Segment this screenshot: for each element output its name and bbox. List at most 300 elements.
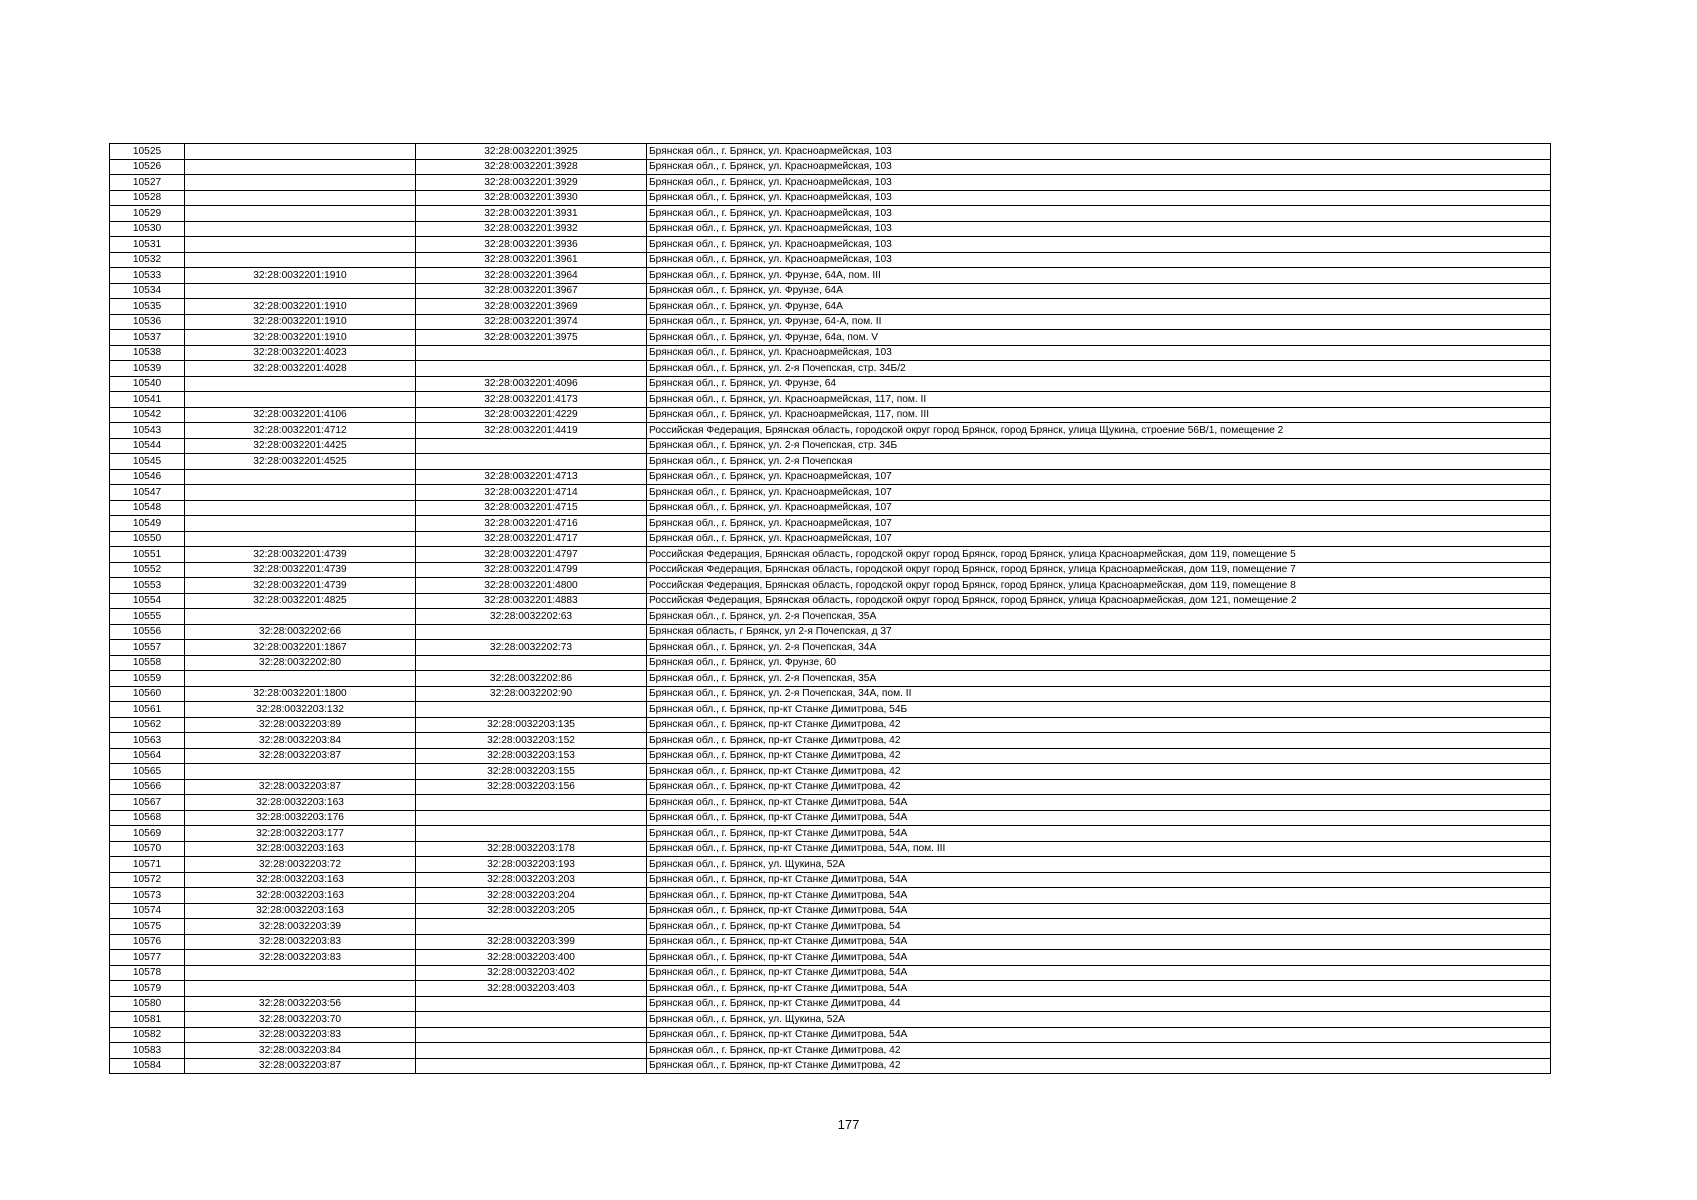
- table-row: [110, 1027, 1551, 1043]
- table-row: [110, 547, 1551, 563]
- cadastral-number-cell: 32:28:0032201:4716: [416, 516, 647, 532]
- parent-cadastral-number-cell: [185, 252, 416, 268]
- table-row: [110, 268, 1551, 284]
- cadastral-number-cell: [416, 919, 647, 935]
- parent-cadastral-number-cell: 32:28:0032201:4739: [185, 562, 416, 578]
- parent-cadastral-number-cell: 32:28:0032203:56: [185, 996, 416, 1012]
- row-number-cell: 10584: [110, 1058, 185, 1074]
- row-number-cell: 10572: [110, 872, 185, 888]
- row-number-cell: 10528: [110, 190, 185, 206]
- cadastral-number-cell: 32:28:0032201:3929: [416, 175, 647, 191]
- table-row: [110, 764, 1551, 780]
- row-number-cell: 10565: [110, 764, 185, 780]
- table-row: [110, 919, 1551, 935]
- table-row: [110, 888, 1551, 904]
- address-cell: Брянская обл., г. Брянск, ул. Красноармейская, 107: [647, 469, 1551, 485]
- cadastral-number-cell: 32:28:0032203:400: [416, 950, 647, 966]
- parent-cadastral-number-cell: [185, 376, 416, 392]
- address-cell: Брянская обл., г. Брянск, ул. Красноармейская, 103: [647, 159, 1551, 175]
- row-number-cell: 10553: [110, 578, 185, 594]
- parent-cadastral-number-cell: 32:28:0032203:176: [185, 810, 416, 826]
- row-number-cell: 10532: [110, 252, 185, 268]
- address-cell: Российская Федерация, Брянская область, городской округ город Брянск, город Брянск, улица Щукина, строение 56В/1, помещение 2: [647, 423, 1551, 439]
- parent-cadastral-number-cell: 32:28:0032203:163: [185, 795, 416, 811]
- parent-cadastral-number-cell: [185, 221, 416, 237]
- parent-cadastral-number-cell: 32:28:0032203:163: [185, 872, 416, 888]
- row-number-cell: 10543: [110, 423, 185, 439]
- parent-cadastral-number-cell: 32:28:0032201:4825: [185, 593, 416, 609]
- address-cell: Брянская обл., г. Брянск, пр-кт Станке Димитрова, 54А: [647, 826, 1551, 842]
- row-number-cell: 10568: [110, 810, 185, 826]
- address-cell: Брянская обл., г. Брянск, ул. Красноармейская, 103: [647, 190, 1551, 206]
- table-row: [110, 872, 1551, 888]
- table-row: [110, 407, 1551, 423]
- cadastral-number-cell: 32:28:0032201:3931: [416, 206, 647, 222]
- row-number-cell: 10542: [110, 407, 185, 423]
- table-row: [110, 283, 1551, 299]
- table-row: [110, 469, 1551, 485]
- cadastral-number-cell: [416, 1027, 647, 1043]
- table-row: [110, 826, 1551, 842]
- table-row: [110, 717, 1551, 733]
- address-cell: Брянская обл., г. Брянск, пр-кт Станке Димитрова, 54: [647, 919, 1551, 935]
- row-number-cell: 10573: [110, 888, 185, 904]
- table-row: [110, 640, 1551, 656]
- parent-cadastral-number-cell: 32:28:0032201:1910: [185, 330, 416, 346]
- row-number-cell: 10581: [110, 1012, 185, 1028]
- parent-cadastral-number-cell: 32:28:0032203:70: [185, 1012, 416, 1028]
- cadastral-number-cell: 32:28:0032201:3925: [416, 144, 647, 160]
- table-row: [110, 1058, 1551, 1074]
- table-row: [110, 671, 1551, 687]
- row-number-cell: 10559: [110, 671, 185, 687]
- cadastral-number-cell: [416, 438, 647, 454]
- row-number-cell: 10578: [110, 965, 185, 981]
- table-row: [110, 144, 1551, 160]
- cadastral-number-cell: 32:28:0032201:3936: [416, 237, 647, 253]
- parent-cadastral-number-cell: 32:28:0032202:66: [185, 624, 416, 640]
- parent-cadastral-number-cell: 32:28:0032201:1910: [185, 314, 416, 330]
- cadastral-number-cell: 32:28:0032201:4096: [416, 376, 647, 392]
- cadastral-number-cell: 32:28:0032201:4717: [416, 531, 647, 547]
- address-cell: Брянская обл., г. Брянск, ул. Щукина, 52А: [647, 857, 1551, 873]
- row-number-cell: 10538: [110, 345, 185, 361]
- parent-cadastral-number-cell: [185, 531, 416, 547]
- table-row: [110, 361, 1551, 377]
- table-row: [110, 996, 1551, 1012]
- address-cell: Брянская обл., г. Брянск, ул. Красноармейская, 103: [647, 144, 1551, 160]
- parent-cadastral-number-cell: 32:28:0032203:84: [185, 733, 416, 749]
- parent-cadastral-number-cell: 32:28:0032203:163: [185, 903, 416, 919]
- row-number-cell: 10537: [110, 330, 185, 346]
- table-row: [110, 438, 1551, 454]
- cadastral-number-cell: 32:28:0032201:3928: [416, 159, 647, 175]
- cadastral-number-cell: 32:28:0032203:193: [416, 857, 647, 873]
- address-cell: Брянская обл., г. Брянск, ул. Фрунзе, 64-А, пом. II: [647, 314, 1551, 330]
- table-row: [110, 655, 1551, 671]
- row-number-cell: 10533: [110, 268, 185, 284]
- table-row: [110, 562, 1551, 578]
- parent-cadastral-number-cell: 32:28:0032203:87: [185, 779, 416, 795]
- row-number-cell: 10536: [110, 314, 185, 330]
- table-row: [110, 454, 1551, 470]
- cadastral-number-cell: 32:28:0032203:156: [416, 779, 647, 795]
- row-number-cell: 10526: [110, 159, 185, 175]
- parent-cadastral-number-cell: [185, 981, 416, 997]
- table-row: [110, 252, 1551, 268]
- cadastral-table: [109, 143, 1551, 1074]
- row-number-cell: 10580: [110, 996, 185, 1012]
- address-cell: Брянская обл., г. Брянск, пр-кт Станке Димитрова, 54А: [647, 1027, 1551, 1043]
- parent-cadastral-number-cell: [185, 609, 416, 625]
- parent-cadastral-number-cell: 32:28:0032201:4106: [185, 407, 416, 423]
- table-row: [110, 299, 1551, 315]
- table-row: [110, 810, 1551, 826]
- parent-cadastral-number-cell: [185, 190, 416, 206]
- parent-cadastral-number-cell: 32:28:0032203:163: [185, 888, 416, 904]
- table-row: [110, 950, 1551, 966]
- cadastral-number-cell: [416, 624, 647, 640]
- row-number-cell: 10571: [110, 857, 185, 873]
- table-row: [110, 392, 1551, 408]
- row-number-cell: 10563: [110, 733, 185, 749]
- table-row: [110, 190, 1551, 206]
- address-cell: Брянская обл., г. Брянск, ул. Фрунзе, 64а, пом. V: [647, 330, 1551, 346]
- cadastral-number-cell: 32:28:0032201:4173: [416, 392, 647, 408]
- parent-cadastral-number-cell: [185, 671, 416, 687]
- address-cell: Брянская обл., г. Брянск, пр-кт Станке Димитрова, 42: [647, 717, 1551, 733]
- parent-cadastral-number-cell: [185, 392, 416, 408]
- table-row: [110, 733, 1551, 749]
- address-cell: Брянская обл., г. Брянск, пр-кт Станке Димитрова, 54А: [647, 965, 1551, 981]
- cadastral-number-cell: 32:28:0032201:3961: [416, 252, 647, 268]
- address-cell: Брянская обл., г. Брянск, ул. Фрунзе, 64А: [647, 283, 1551, 299]
- parent-cadastral-number-cell: 32:28:0032203:89: [185, 717, 416, 733]
- row-number-cell: 10575: [110, 919, 185, 935]
- cadastral-number-cell: 32:28:0032201:3975: [416, 330, 647, 346]
- address-cell: Брянская обл., г. Брянск, ул. 2-я Почепская, 34А, пом. II: [647, 686, 1551, 702]
- address-cell: Брянская обл., г. Брянск, ул. Красноармейская, 103: [647, 221, 1551, 237]
- parent-cadastral-number-cell: 32:28:0032201:4712: [185, 423, 416, 439]
- cadastral-number-cell: 32:28:0032203:178: [416, 841, 647, 857]
- cadastral-number-cell: 32:28:0032203:152: [416, 733, 647, 749]
- cadastral-number-cell: [416, 702, 647, 718]
- cadastral-number-cell: [416, 1043, 647, 1059]
- table-row: [110, 159, 1551, 175]
- address-cell: Брянская обл., г. Брянск, ул. 2-я Почепская, стр. 34Б: [647, 438, 1551, 454]
- table-row: [110, 376, 1551, 392]
- table-row: [110, 795, 1551, 811]
- cadastral-number-cell: [416, 655, 647, 671]
- row-number-cell: 10546: [110, 469, 185, 485]
- parent-cadastral-number-cell: 32:28:0032201:4028: [185, 361, 416, 377]
- table-row: [110, 593, 1551, 609]
- cadastral-number-cell: [416, 361, 647, 377]
- table-row: [110, 314, 1551, 330]
- address-cell: Брянская обл., г. Брянск, пр-кт Станке Димитрова, 54А: [647, 888, 1551, 904]
- cadastral-number-cell: [416, 454, 647, 470]
- parent-cadastral-number-cell: [185, 159, 416, 175]
- table-row: [110, 609, 1551, 625]
- table-row: [110, 686, 1551, 702]
- row-number-cell: 10574: [110, 903, 185, 919]
- cadastral-number-cell: 32:28:0032202:86: [416, 671, 647, 687]
- cadastral-number-cell: [416, 826, 647, 842]
- cadastral-number-cell: 32:28:0032203:135: [416, 717, 647, 733]
- row-number-cell: 10562: [110, 717, 185, 733]
- cadastral-number-cell: [416, 996, 647, 1012]
- page-number: 177: [837, 1117, 860, 1132]
- cadastral-number-cell: 32:28:0032203:399: [416, 934, 647, 950]
- address-cell: Российская Федерация, Брянская область, городской округ город Брянск, город Брянск, улица Красноармейская, дом 121, помещение 2: [647, 593, 1551, 609]
- cadastral-number-cell: 32:28:0032203:204: [416, 888, 647, 904]
- row-number-cell: 10576: [110, 934, 185, 950]
- row-number-cell: 10534: [110, 283, 185, 299]
- parent-cadastral-number-cell: [185, 469, 416, 485]
- table-row: [110, 624, 1551, 640]
- cadastral-number-cell: 32:28:0032202:73: [416, 640, 647, 656]
- address-cell: Брянская обл., г. Брянск, пр-кт Станке Димитрова, 54А, пом. III: [647, 841, 1551, 857]
- table-row: [110, 485, 1551, 501]
- table-row: [110, 237, 1551, 253]
- parent-cadastral-number-cell: 32:28:0032203:83: [185, 934, 416, 950]
- address-cell: Брянская обл., г. Брянск, ул. 2-я Почепская: [647, 454, 1551, 470]
- row-number-cell: 10545: [110, 454, 185, 470]
- table-row: [110, 981, 1551, 997]
- row-number-cell: 10566: [110, 779, 185, 795]
- cadastral-number-cell: [416, 345, 647, 361]
- cadastral-number-cell: 32:28:0032201:4800: [416, 578, 647, 594]
- address-cell: Брянская обл., г. Брянск, ул. Красноармейская, 107: [647, 516, 1551, 532]
- cadastral-number-cell: 32:28:0032203:403: [416, 981, 647, 997]
- row-number-cell: 10535: [110, 299, 185, 315]
- cadastral-number-cell: 32:28:0032202:90: [416, 686, 647, 702]
- address-cell: Российская Федерация, Брянская область, городской округ город Брянск, город Брянск, улица Красноармейская, дом 119, помещение 5: [647, 547, 1551, 563]
- cadastral-number-cell: [416, 810, 647, 826]
- row-number-cell: 10547: [110, 485, 185, 501]
- cadastral-number-cell: [416, 795, 647, 811]
- row-number-cell: 10564: [110, 748, 185, 764]
- parent-cadastral-number-cell: [185, 500, 416, 516]
- parent-cadastral-number-cell: 32:28:0032203:39: [185, 919, 416, 935]
- table-row: [110, 330, 1551, 346]
- row-number-cell: 10549: [110, 516, 185, 532]
- row-number-cell: 10554: [110, 593, 185, 609]
- parent-cadastral-number-cell: [185, 485, 416, 501]
- table-row: [110, 221, 1551, 237]
- address-cell: Брянская обл., г. Брянск, пр-кт Станке Димитрова, 42: [647, 1043, 1551, 1059]
- cadastral-number-cell: 32:28:0032203:203: [416, 872, 647, 888]
- address-cell: Брянская обл., г. Брянск, пр-кт Станке Димитрова, 54А: [647, 872, 1551, 888]
- parent-cadastral-number-cell: [185, 965, 416, 981]
- table-body: [110, 144, 1551, 1074]
- parent-cadastral-number-cell: 32:28:0032201:4425: [185, 438, 416, 454]
- address-cell: Брянская обл., г. Брянск, ул. Красноармейская, 107: [647, 531, 1551, 547]
- cadastral-number-cell: 32:28:0032201:3930: [416, 190, 647, 206]
- table-row: [110, 500, 1551, 516]
- address-cell: Брянская обл., г. Брянск, пр-кт Станке Димитрова, 42: [647, 779, 1551, 795]
- address-cell: Брянская обл., г. Брянск, пр-кт Станке Димитрова, 44: [647, 996, 1551, 1012]
- cadastral-number-cell: 32:28:0032201:4713: [416, 469, 647, 485]
- table-row: [110, 1012, 1551, 1028]
- row-number-cell: 10561: [110, 702, 185, 718]
- table-row: [110, 857, 1551, 873]
- row-number-cell: 10567: [110, 795, 185, 811]
- row-number-cell: 10539: [110, 361, 185, 377]
- address-cell: Брянская обл., г. Брянск, ул. Красноармейская, 103: [647, 252, 1551, 268]
- table-row: [110, 934, 1551, 950]
- row-number-cell: 10557: [110, 640, 185, 656]
- address-cell: Брянская обл., г. Брянск, пр-кт Станке Димитрова, 54А: [647, 981, 1551, 997]
- address-cell: Брянская область, г Брянск, ул 2-я Почепская, д 37: [647, 624, 1551, 640]
- parent-cadastral-number-cell: 32:28:0032201:4739: [185, 578, 416, 594]
- parent-cadastral-number-cell: [185, 283, 416, 299]
- address-cell: Брянская обл., г. Брянск, ул. 2-я Почепская, стр. 34Б/2: [647, 361, 1551, 377]
- row-number-cell: 10569: [110, 826, 185, 842]
- row-number-cell: 10570: [110, 841, 185, 857]
- address-cell: Брянская обл., г. Брянск, ул. Красноармейская, 107: [647, 500, 1551, 516]
- table-row: [110, 516, 1551, 532]
- address-cell: Брянская обл., г. Брянск, ул. Фрунзе, 64: [647, 376, 1551, 392]
- address-cell: Брянская обл., г. Брянск, пр-кт Станке Димитрова, 54А: [647, 950, 1551, 966]
- address-cell: Брянская обл., г. Брянск, ул. 2-я Почепская, 35А: [647, 609, 1551, 625]
- table-row: [110, 841, 1551, 857]
- address-cell: Брянская обл., г. Брянск, ул. Фрунзе, 60: [647, 655, 1551, 671]
- parent-cadastral-number-cell: 32:28:0032203:72: [185, 857, 416, 873]
- row-number-cell: 10541: [110, 392, 185, 408]
- row-number-cell: 10558: [110, 655, 185, 671]
- row-number-cell: 10540: [110, 376, 185, 392]
- parent-cadastral-number-cell: 32:28:0032202:80: [185, 655, 416, 671]
- cadastral-number-cell: 32:28:0032201:4419: [416, 423, 647, 439]
- cadastral-number-cell: 32:28:0032201:3974: [416, 314, 647, 330]
- address-cell: Брянская обл., г. Брянск, пр-кт Станке Димитрова, 54А: [647, 903, 1551, 919]
- address-cell: Брянская обл., г. Брянск, пр-кт Станке Димитрова, 54Б: [647, 702, 1551, 718]
- address-cell: Брянская обл., г. Брянск, ул. Красноармейская, 103: [647, 206, 1551, 222]
- parent-cadastral-number-cell: [185, 175, 416, 191]
- cadastral-number-cell: 32:28:0032201:4797: [416, 547, 647, 563]
- parent-cadastral-number-cell: [185, 206, 416, 222]
- cadastral-number-cell: 32:28:0032201:4715: [416, 500, 647, 516]
- table-row: [110, 578, 1551, 594]
- cadastral-number-cell: 32:28:0032203:155: [416, 764, 647, 780]
- address-cell: Брянская обл., г. Брянск, пр-кт Станке Димитрова, 42: [647, 733, 1551, 749]
- row-number-cell: 10548: [110, 500, 185, 516]
- row-number-cell: 10552: [110, 562, 185, 578]
- address-cell: Брянская обл., г. Брянск, ул. Фрунзе, 64А: [647, 299, 1551, 315]
- cadastral-number-cell: 32:28:0032202:63: [416, 609, 647, 625]
- cadastral-number-cell: 32:28:0032201:4883: [416, 593, 647, 609]
- cadastral-number-cell: 32:28:0032201:4229: [416, 407, 647, 423]
- parent-cadastral-number-cell: 32:28:0032201:1867: [185, 640, 416, 656]
- table-row: [110, 903, 1551, 919]
- row-number-cell: 10556: [110, 624, 185, 640]
- row-number-cell: 10582: [110, 1027, 185, 1043]
- parent-cadastral-number-cell: 32:28:0032203:84: [185, 1043, 416, 1059]
- parent-cadastral-number-cell: [185, 144, 416, 160]
- cadastral-number-cell: 32:28:0032203:153: [416, 748, 647, 764]
- cadastral-number-cell: 32:28:0032201:4799: [416, 562, 647, 578]
- parent-cadastral-number-cell: 32:28:0032201:4739: [185, 547, 416, 563]
- address-cell: Брянская обл., г. Брянск, пр-кт Станке Димитрова, 42: [647, 764, 1551, 780]
- parent-cadastral-number-cell: 32:28:0032203:83: [185, 950, 416, 966]
- table-row: [110, 175, 1551, 191]
- row-number-cell: 10544: [110, 438, 185, 454]
- parent-cadastral-number-cell: 32:28:0032201:1910: [185, 299, 416, 315]
- address-cell: Брянская обл., г. Брянск, пр-кт Станке Димитрова, 54А: [647, 934, 1551, 950]
- address-cell: Брянская обл., г. Брянск, ул. Красноармейская, 103: [647, 345, 1551, 361]
- address-cell: Брянская обл., г. Брянск, пр-кт Станке Димитрова, 42: [647, 1058, 1551, 1074]
- cadastral-number-cell: [416, 1058, 647, 1074]
- parent-cadastral-number-cell: [185, 764, 416, 780]
- address-cell: Брянская обл., г. Брянск, ул. Красноармейская, 117, пом. III: [647, 407, 1551, 423]
- parent-cadastral-number-cell: 32:28:0032201:4023: [185, 345, 416, 361]
- address-cell: Брянская обл., г. Брянск, ул. Красноармейская, 117, пом. II: [647, 392, 1551, 408]
- row-number-cell: 10525: [110, 144, 185, 160]
- table-row: [110, 531, 1551, 547]
- row-number-cell: 10531: [110, 237, 185, 253]
- cadastral-number-cell: 32:28:0032203:402: [416, 965, 647, 981]
- row-number-cell: 10583: [110, 1043, 185, 1059]
- cadastral-number-cell: [416, 1012, 647, 1028]
- address-cell: Брянская обл., г. Брянск, ул. Щукина, 52А: [647, 1012, 1551, 1028]
- address-cell: Брянская обл., г. Брянск, пр-кт Станке Димитрова, 54А: [647, 810, 1551, 826]
- table-row: [110, 702, 1551, 718]
- row-number-cell: 10529: [110, 206, 185, 222]
- parent-cadastral-number-cell: 32:28:0032203:163: [185, 841, 416, 857]
- parent-cadastral-number-cell: 32:28:0032203:83: [185, 1027, 416, 1043]
- parent-cadastral-number-cell: 32:28:0032203:177: [185, 826, 416, 842]
- cadastral-number-cell: 32:28:0032203:205: [416, 903, 647, 919]
- cadastral-number-cell: 32:28:0032201:3932: [416, 221, 647, 237]
- address-cell: Российская Федерация, Брянская область, городской округ город Брянск, город Брянск, улица Красноармейская, дом 119, помещение 7: [647, 562, 1551, 578]
- cadastral-number-cell: 32:28:0032201:3969: [416, 299, 647, 315]
- cadastral-number-cell: 32:28:0032201:3964: [416, 268, 647, 284]
- table-row: [110, 748, 1551, 764]
- parent-cadastral-number-cell: 32:28:0032203:87: [185, 1058, 416, 1074]
- address-cell: Брянская обл., г. Брянск, ул. 2-я Почепская, 34А: [647, 640, 1551, 656]
- address-cell: Брянская обл., г. Брянск, ул. Фрунзе, 64А, пом. III: [647, 268, 1551, 284]
- parent-cadastral-number-cell: [185, 516, 416, 532]
- row-number-cell: 10550: [110, 531, 185, 547]
- address-cell: Брянская обл., г. Брянск, пр-кт Станке Димитрова, 54А: [647, 795, 1551, 811]
- address-cell: Брянская обл., г. Брянск, ул. Красноармейская, 107: [647, 485, 1551, 501]
- address-cell: Российская Федерация, Брянская область, городской округ город Брянск, город Брянск, улица Красноармейская, дом 119, помещение 8: [647, 578, 1551, 594]
- parent-cadastral-number-cell: 32:28:0032201:1800: [185, 686, 416, 702]
- cadastral-number-cell: 32:28:0032201:3967: [416, 283, 647, 299]
- row-number-cell: 10560: [110, 686, 185, 702]
- address-cell: Брянская обл., г. Брянск, пр-кт Станке Димитрова, 42: [647, 748, 1551, 764]
- parent-cadastral-number-cell: 32:28:0032203:87: [185, 748, 416, 764]
- parent-cadastral-number-cell: 32:28:0032203:132: [185, 702, 416, 718]
- table-row: [110, 965, 1551, 981]
- parent-cadastral-number-cell: [185, 237, 416, 253]
- table-row: [110, 206, 1551, 222]
- row-number-cell: 10527: [110, 175, 185, 191]
- address-cell: Брянская обл., г. Брянск, ул. Красноармейская, 103: [647, 175, 1551, 191]
- parent-cadastral-number-cell: 32:28:0032201:4525: [185, 454, 416, 470]
- row-number-cell: 10579: [110, 981, 185, 997]
- table-row: [110, 1043, 1551, 1059]
- row-number-cell: 10555: [110, 609, 185, 625]
- table-row: [110, 345, 1551, 361]
- address-cell: Брянская обл., г. Брянск, ул. Красноармейская, 103: [647, 237, 1551, 253]
- table-row: [110, 779, 1551, 795]
- row-number-cell: 10577: [110, 950, 185, 966]
- table-row: [110, 423, 1551, 439]
- address-cell: Брянская обл., г. Брянск, ул. 2-я Почепская, 35А: [647, 671, 1551, 687]
- parent-cadastral-number-cell: 32:28:0032201:1910: [185, 268, 416, 284]
